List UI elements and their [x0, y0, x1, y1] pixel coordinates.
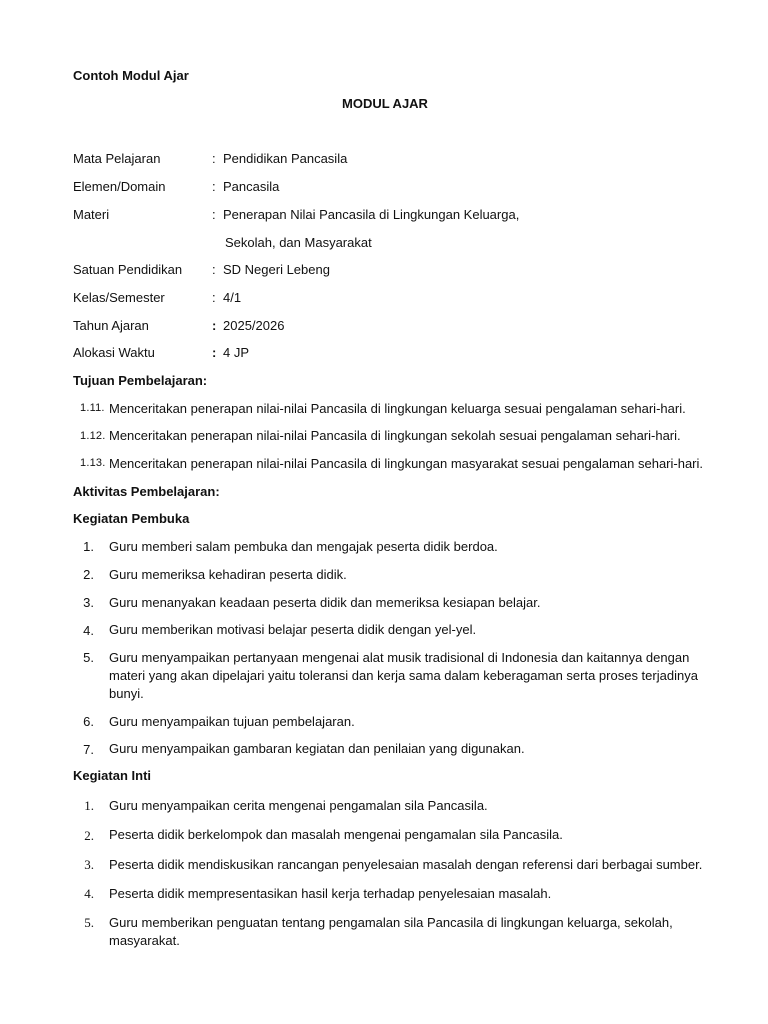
list-number: 6.: [83, 714, 94, 729]
list-item: Menceritakan penerapan nilai-nilai Pancasila di lingkungan masyarakat sesuai pengalaman sehari-hari.: [109, 456, 704, 471]
meta-value: Pancasila: [223, 179, 280, 194]
meta-label: Alokasi Waktu: [73, 345, 155, 360]
pembuka-heading: Kegiatan Pembuka: [73, 511, 190, 526]
list-number: 1.: [84, 798, 94, 813]
list-number: 4.: [84, 886, 94, 901]
meta-colon: :: [212, 345, 217, 360]
list-item: Peserta didik mendiskusikan rancangan penyelesaian masalah dengan referensi dari berbagai sumber.: [109, 857, 703, 872]
meta-value: 2025/2026: [223, 318, 285, 333]
list-item: Guru memberikan motivasi belajar peserta didik dengan yel-yel.: [109, 622, 477, 637]
list-item: Guru menanyakan keadaan peserta didik dan memeriksa kesiapan belajar.: [109, 595, 541, 610]
list-number: 2.: [83, 567, 94, 582]
list-item: Guru memberikan penguatan tentang pengamalan sila Pancasila di lingkungan keluarga, sekolah, masyarakat.: [109, 915, 673, 948]
meta-value: 4/1: [223, 290, 242, 305]
list-item: Guru menyampaikan tujuan pembelajaran.: [109, 714, 355, 729]
meta-value: Pendidikan Pancasila: [223, 151, 348, 166]
meta-value: 4 JP: [223, 345, 250, 360]
list-number: 5.: [84, 915, 94, 930]
document-small-title: Contoh Modul Ajar: [73, 68, 189, 83]
list-item: Guru menyampaikan gambaran kegiatan dan penilaian yang digunakan.: [109, 741, 525, 756]
list-item: Guru memeriksa kehadiran peserta didik.: [109, 567, 347, 582]
list-item: Guru menyampaikan cerita mengenai pengamalan sila Pancasila.: [109, 798, 488, 813]
meta-colon: :: [212, 179, 216, 194]
meta-value: Penerapan Nilai Pancasila di Lingkungan Keluarga,: [223, 207, 520, 222]
list-number: 1.: [83, 539, 94, 554]
meta-value: SD Negeri Lebeng: [223, 262, 330, 277]
meta-label: Satuan Pendidikan: [73, 262, 183, 277]
list-number: 1.11.: [80, 402, 105, 414]
list-number: 1.12.: [80, 430, 106, 442]
list-number: 5.: [83, 650, 94, 665]
meta-label: Elemen/Domain: [73, 179, 166, 194]
list-item: Menceritakan penerapan nilai-nilai Pancasila di lingkungan keluarga sesuai pengalaman sehari-hari.: [109, 401, 686, 416]
list-number: 3.: [84, 857, 94, 872]
meta-label: Mata Pelajaran: [73, 151, 161, 166]
list-item: Menceritakan penerapan nilai-nilai Pancasila di lingkungan sekolah sesuai pengalaman sehari-hari.: [109, 428, 681, 443]
list-item: Peserta didik berkelompok dan masalah mengenai pengamalan sila Pancasila.: [109, 827, 563, 842]
meta-label: Tahun Ajaran: [73, 318, 149, 333]
meta-label: Kelas/Semester: [73, 290, 165, 305]
list-number: 1.13.: [80, 457, 106, 469]
aktivitas-heading: Aktivitas Pembelajaran:: [73, 484, 220, 499]
meta-colon: :: [212, 318, 217, 333]
meta-colon: :: [212, 151, 216, 166]
list-number: 7.: [83, 742, 94, 757]
list-number: 2.: [84, 828, 94, 843]
list-item: Guru menyampaikan pertanyaan mengenai alat musik tradisional di Indonesia dan kaitannya dengan materi yang akan dipelajari yaitu toleransi dan kerja sama dalam keberagaman serta proses terjadinya bunyi.: [109, 650, 698, 701]
inti-heading: Kegiatan Inti: [73, 768, 152, 783]
meta-colon: :: [212, 207, 216, 222]
list-number: 3.: [83, 595, 94, 610]
document-main-title: MODUL AJAR: [342, 96, 428, 111]
list-item: Peserta didik mempresentasikan hasil kerja terhadap penyelesaian masalah.: [109, 886, 552, 901]
meta-colon: :: [212, 262, 216, 277]
meta-value-continuation: Sekolah, dan Masyarakat: [225, 235, 372, 250]
tujuan-heading: Tujuan Pembelajaran:: [73, 373, 208, 388]
list-item: Guru memberi salam pembuka dan mengajak peserta didik berdoa.: [109, 539, 498, 554]
list-number: 4.: [83, 623, 94, 638]
meta-label: Materi: [73, 207, 110, 222]
meta-colon: :: [212, 290, 216, 305]
